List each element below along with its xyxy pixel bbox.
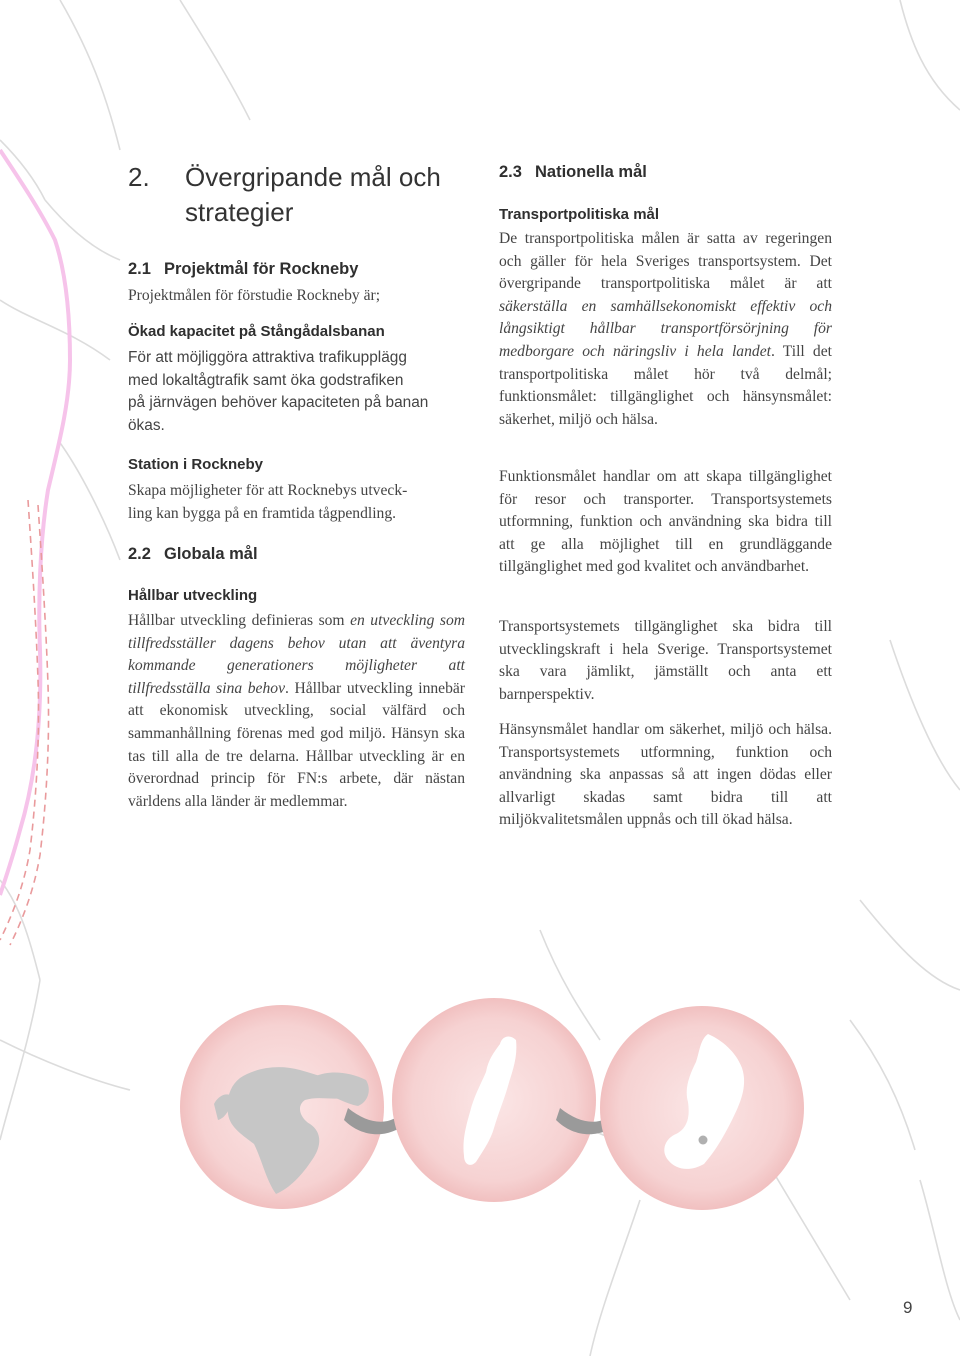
funktionsmalet-text: Funktionsmålet handlar om att skapa tillgänglighet för resor och transporter. Transportsystemets utformning, funktion och användning ska bidra till att ge alla möjlighet till en grundläggande tillgänglighet med god kvalitet och användbarhet. — [499, 468, 832, 576]
tillganglighet-text: Transportsystemets tillgänglighet ska bidra till utvecklingskraft i hela Sverige. Transportsystemet ska vara jämlikt, jämställt och anta ett barnperspektiv. — [499, 618, 832, 703]
hallbar-text-c: . Hållbar utveckling innebär att ekonomisk utveckling, social välfärd och sammanhållning förenas med god miljö. Hänsyn ska tas till alla de tre delarna. Hållbar utveckling är en överordnad princip för FN:s arbete, där nästan världens alla länder är medlemmar. — [128, 679, 465, 810]
page-number: 9 — [903, 1298, 913, 1317]
heading-2-3-number: 2.3 — [499, 163, 522, 181]
heading-2-2-number: 2.2 — [128, 545, 151, 563]
goal1-text — [128, 347, 468, 437]
section-title — [185, 160, 485, 230]
heading-2-1-text: Projektmål för Rockneby — [164, 260, 359, 278]
heading-2-3-text: Nationella mål — [535, 163, 647, 181]
heading-2-3 — [499, 163, 647, 182]
hallbar-text — [128, 610, 465, 813]
goal1-line: ökas. — [128, 416, 165, 434]
section-number: 2. — [128, 162, 150, 192]
goal2-line: ling kan bygga på en framtida tågpendling. — [128, 504, 397, 522]
hallbar-text-a: Hållbar utveckling definieras som — [128, 612, 351, 629]
heading-2-2-text: Globala mål — [164, 545, 258, 563]
section-title-line1: Övergripande mål och — [185, 162, 441, 192]
goal1-heading: Ökad kapacitet på Stångådalsbanan — [128, 323, 385, 340]
section-title-line2: strategier — [185, 197, 294, 227]
hansynsmalet-text: Hänsynsmålet handlar om säkerhet, miljö och hälsa. Transportsystemets utformning, funktion och användning ska anpassas så att ingen dödas eller allvarligt skadas samt bidra till att miljökvalitetsmålen uppnås och till ökad hälsa. — [499, 721, 832, 829]
tp-text-a: De transportpolitiska målen är satta av regeringen och gäller för hela Sveriges transportsystem. Det övergripande transportpolitiska målet är att — [499, 230, 832, 293]
transportpolitiska-text — [499, 228, 832, 431]
goal2-text — [128, 480, 468, 525]
hallbar-text-italic: en utveckling som tillfredsställer dagens behov utan att äventyra kommande generationers möjligheter att tillfredsställa sina behov — [128, 612, 466, 697]
goal2-line: Skapa möjligheter för att Rocknebys utveck- — [128, 482, 408, 499]
section-heading — [128, 160, 468, 230]
goal1-line: För att möjliggöra attraktiva trafikupplägg — [128, 349, 407, 366]
goal1-line: på järnvägen behöver kapaciteten på banan — [128, 394, 429, 412]
heading-2-1-number: 2.1 — [128, 260, 151, 278]
goal2-heading: Station i Rockneby — [128, 456, 264, 473]
heading-2-1 — [128, 260, 358, 279]
s21-intro: Projektmålen för förstudie Rockneby är; — [128, 287, 381, 304]
tp-text-italic: säkerställa en samhällsekonomiskt effektiv och långsiktigt hållbar transportförsörjning för medborgare och näringsliv i hela landet — [499, 297, 832, 360]
heading-2-2 — [128, 545, 258, 564]
hallbar-heading: Hållbar utveckling — [128, 587, 258, 604]
goal1-line: med lokaltågtrafik samt öka godstrafiken — [128, 371, 404, 389]
transportpolitiska-heading: Transportpolitiska mål — [499, 206, 660, 223]
tp-text-c: . Till det transportpolitiska målet hör två delmål; funktionsmålet: tillgänglighet och hänsynsmålet: säkerhet, miljö och hälsa. — [499, 342, 832, 428]
